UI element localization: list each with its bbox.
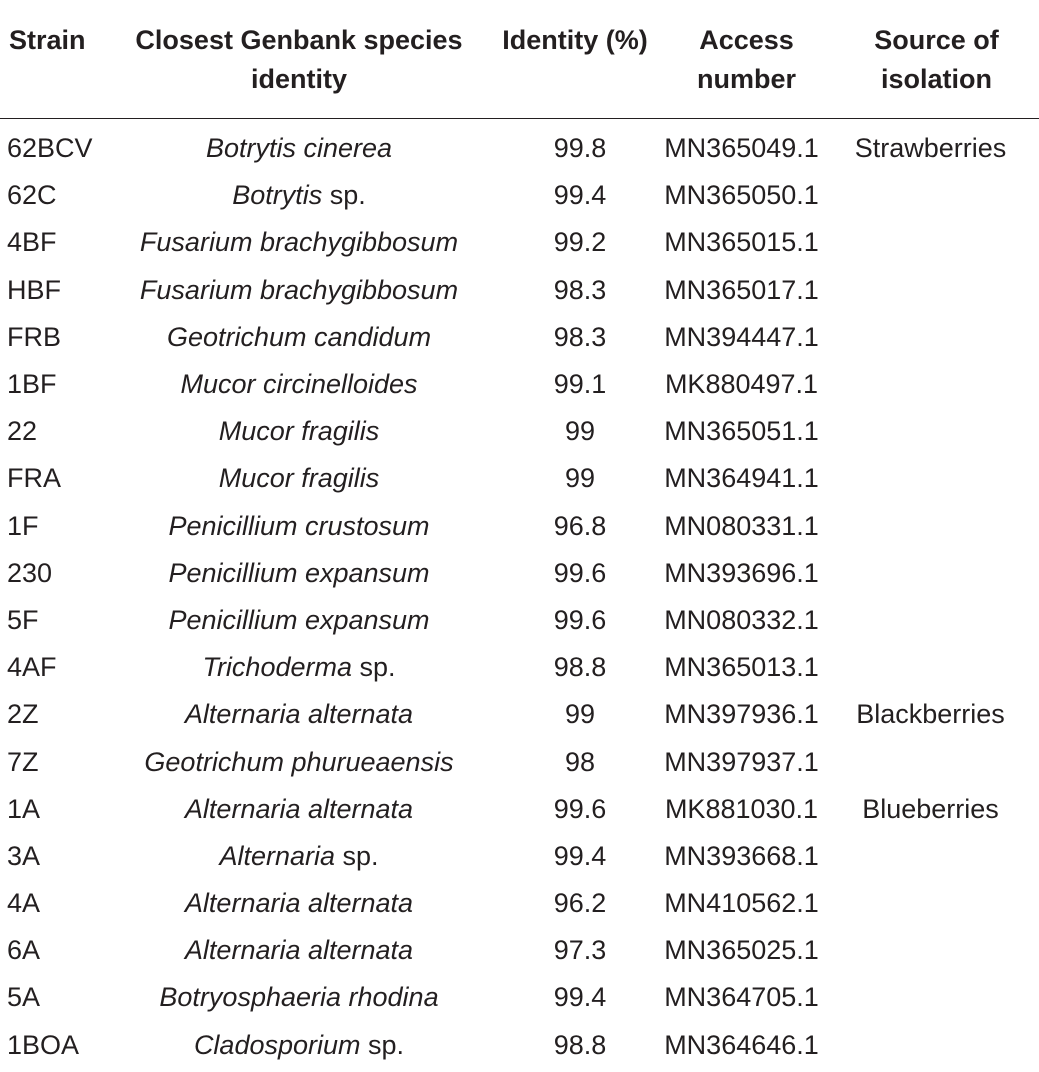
species-name: Botrytis <box>232 180 323 211</box>
cell-species <box>107 1022 491 1069</box>
table-row <box>0 738 1039 785</box>
cell-identity: 96.8 <box>553 510 607 541</box>
cell-access: MN364941.1 <box>664 463 819 494</box>
cell-strain: 230 <box>7 557 53 588</box>
species-name: Mucor circinelloides <box>180 369 418 400</box>
cell-source <box>834 597 1039 644</box>
table-row <box>0 597 1039 644</box>
species-name: Alternaria alternata <box>184 888 414 919</box>
header-source-line1: Source of <box>874 25 999 55</box>
cell-access: MN394447.1 <box>664 321 819 352</box>
cell-source <box>834 314 1039 361</box>
cell-strain: 4A <box>7 888 41 919</box>
table-row <box>0 361 1039 408</box>
cell-identity: 99.4 <box>553 840 607 871</box>
cell-strain: FRA <box>7 463 61 494</box>
cell-strain: 5F <box>7 604 39 635</box>
cell-identity: 99 <box>564 699 596 730</box>
cell-source <box>834 833 1039 880</box>
species-name: Geotrichum phurueaensis <box>144 746 454 777</box>
cell-access: MN397936.1 <box>664 699 819 730</box>
cell-identity: 98.8 <box>553 1029 607 1060</box>
cell-identity: 98.3 <box>553 321 607 352</box>
species-name: Cladosporium <box>193 1029 361 1060</box>
cell-species <box>107 644 491 691</box>
species-name: Trichoderma <box>202 652 352 683</box>
cell-identity: 97.3 <box>553 935 607 966</box>
cell-access: MN365051.1 <box>664 416 819 447</box>
cell-species <box>107 267 491 314</box>
cell-source: Blackberries <box>856 699 1005 730</box>
cell-species <box>107 880 491 927</box>
cell-identity: 98.3 <box>553 274 607 305</box>
cell-access: MN365017.1 <box>664 274 819 305</box>
species-name: Penicillium expansum <box>168 557 430 588</box>
header-row <box>0 0 1039 119</box>
cell-access: MK881030.1 <box>664 793 819 824</box>
cell-species <box>107 455 491 502</box>
header-source <box>834 0 1039 119</box>
cell-identity: 98.8 <box>553 652 607 683</box>
cell-strain: 5A <box>7 982 41 1013</box>
cell-species <box>107 833 491 880</box>
table-row <box>0 974 1039 1021</box>
cell-strain: 4BF <box>7 227 57 258</box>
cell-source <box>834 927 1039 974</box>
cell-species <box>107 974 491 1021</box>
header-access <box>659 0 834 119</box>
cell-species <box>107 361 491 408</box>
cell-strain: 1BF <box>7 369 57 400</box>
species-name: Botryosphaeria rhodina <box>159 982 439 1013</box>
cell-source <box>834 503 1039 550</box>
cell-identity: 99 <box>564 416 596 447</box>
cell-species <box>107 172 491 219</box>
cell-access: MN365015.1 <box>664 227 819 258</box>
cell-identity: 99 <box>564 463 596 494</box>
cell-identity: 98 <box>564 746 596 777</box>
cell-access: MN393696.1 <box>664 557 819 588</box>
table-row <box>0 644 1039 691</box>
cell-species <box>107 119 491 173</box>
table-row <box>0 550 1039 597</box>
species-name: Fusarium brachygibbosum <box>139 274 459 305</box>
species-name: Penicillium expansum <box>168 604 430 635</box>
header-species-line1: Closest Genbank species <box>135 25 463 55</box>
cell-access: MN365025.1 <box>664 935 819 966</box>
cell-access: MN397937.1 <box>664 746 819 777</box>
species-name: Penicillium crustosum <box>168 510 430 541</box>
cell-source <box>834 408 1039 455</box>
cell-strain: 22 <box>7 416 38 447</box>
cell-identity: 99.4 <box>553 180 607 211</box>
cell-species <box>107 550 491 597</box>
header-species <box>107 0 491 119</box>
cell-access: MN393668.1 <box>664 840 819 871</box>
cell-strain: HBF <box>7 274 61 305</box>
species-suffix: sp. <box>322 180 366 211</box>
species-name: Mucor fragilis <box>218 463 380 494</box>
cell-strain: 62C <box>7 180 57 211</box>
cell-species <box>107 738 491 785</box>
cell-species <box>107 691 491 738</box>
table-row <box>0 1022 1039 1069</box>
table-row <box>0 408 1039 455</box>
species-suffix: sp. <box>360 1029 405 1060</box>
table-row <box>0 691 1039 738</box>
cell-access: MN365013.1 <box>664 652 819 683</box>
cell-strain: 2Z <box>7 699 39 730</box>
species-name: Mucor fragilis <box>218 416 380 447</box>
cell-source <box>834 974 1039 1021</box>
header-strain-label: Strain <box>9 25 86 55</box>
cell-strain: 7Z <box>7 746 39 777</box>
cell-access: MN080331.1 <box>664 510 819 541</box>
species-name: Botrytis cinerea <box>205 133 393 164</box>
table-row <box>0 503 1039 550</box>
header-identity <box>491 0 659 119</box>
cell-source <box>834 880 1039 927</box>
cell-strain: 1A <box>7 793 41 824</box>
cell-identity: 99.6 <box>553 793 607 824</box>
cell-source <box>834 361 1039 408</box>
cell-access: MN364705.1 <box>664 982 819 1013</box>
cell-identity: 99.2 <box>553 227 607 258</box>
header-access-line2: number <box>696 64 796 94</box>
cell-identity: 99.8 <box>553 133 607 164</box>
cell-strain: FRB <box>7 321 61 352</box>
species-name: Alternaria alternata <box>184 699 414 730</box>
header-source-line2: isolation <box>880 64 992 94</box>
table-row <box>0 880 1039 927</box>
cell-species <box>107 408 491 455</box>
cell-source <box>834 644 1039 691</box>
cell-access: MK880497.1 <box>664 369 819 400</box>
cell-species <box>107 927 491 974</box>
header-identity-label: Identity (%) <box>502 25 648 55</box>
species-suffix: sp. <box>352 652 396 683</box>
cell-strain: 4AF <box>7 652 57 683</box>
cell-strain: 1BOA <box>7 1029 80 1060</box>
species-name: Alternaria <box>219 840 336 871</box>
cell-species <box>107 219 491 266</box>
cell-access: MN080332.1 <box>664 604 819 635</box>
cell-identity: 99.4 <box>553 982 607 1013</box>
species-name: Geotrichum candidum <box>166 321 432 352</box>
cell-source <box>834 738 1039 785</box>
header-access-line1: Access <box>699 25 794 55</box>
cell-identity: 99.1 <box>553 369 607 400</box>
cell-access: MN410562.1 <box>664 888 819 919</box>
table-row <box>0 267 1039 314</box>
cell-source <box>834 455 1039 502</box>
table-row <box>0 786 1039 833</box>
cell-species <box>107 503 491 550</box>
cell-source <box>834 550 1039 597</box>
cell-access: MN364646.1 <box>664 1029 819 1060</box>
species-name: Fusarium brachygibbosum <box>139 227 459 258</box>
cell-access: MN365049.1 <box>664 133 819 164</box>
cell-strain: 6A <box>7 935 41 966</box>
table-row <box>0 172 1039 219</box>
cell-species <box>107 786 491 833</box>
table-row <box>0 219 1039 266</box>
species-name: Alternaria alternata <box>184 935 414 966</box>
species-suffix: sp. <box>335 840 379 871</box>
table-row <box>0 314 1039 361</box>
table-row <box>0 119 1039 173</box>
cell-source <box>834 172 1039 219</box>
cell-species <box>107 597 491 644</box>
cell-identity: 96.2 <box>553 888 607 919</box>
cell-species <box>107 314 491 361</box>
header-strain <box>0 0 107 119</box>
cell-source <box>834 267 1039 314</box>
cell-source <box>834 219 1039 266</box>
cell-identity: 99.6 <box>553 557 607 588</box>
cell-source: Blueberries <box>862 793 999 824</box>
cell-source: Strawberries <box>854 133 1007 164</box>
table-row <box>0 833 1039 880</box>
table-row <box>0 927 1039 974</box>
species-name: Alternaria alternata <box>184 793 414 824</box>
cell-identity: 99.6 <box>553 604 607 635</box>
cell-source <box>834 1022 1039 1069</box>
cell-strain: 3A <box>7 840 41 871</box>
cell-strain: 1F <box>7 510 39 541</box>
cell-strain: 62BCV <box>7 133 93 164</box>
table-body <box>0 119 1039 1069</box>
header-species-line2: identity <box>250 64 347 94</box>
table-row <box>0 455 1039 502</box>
cell-access: MN365050.1 <box>664 180 819 211</box>
